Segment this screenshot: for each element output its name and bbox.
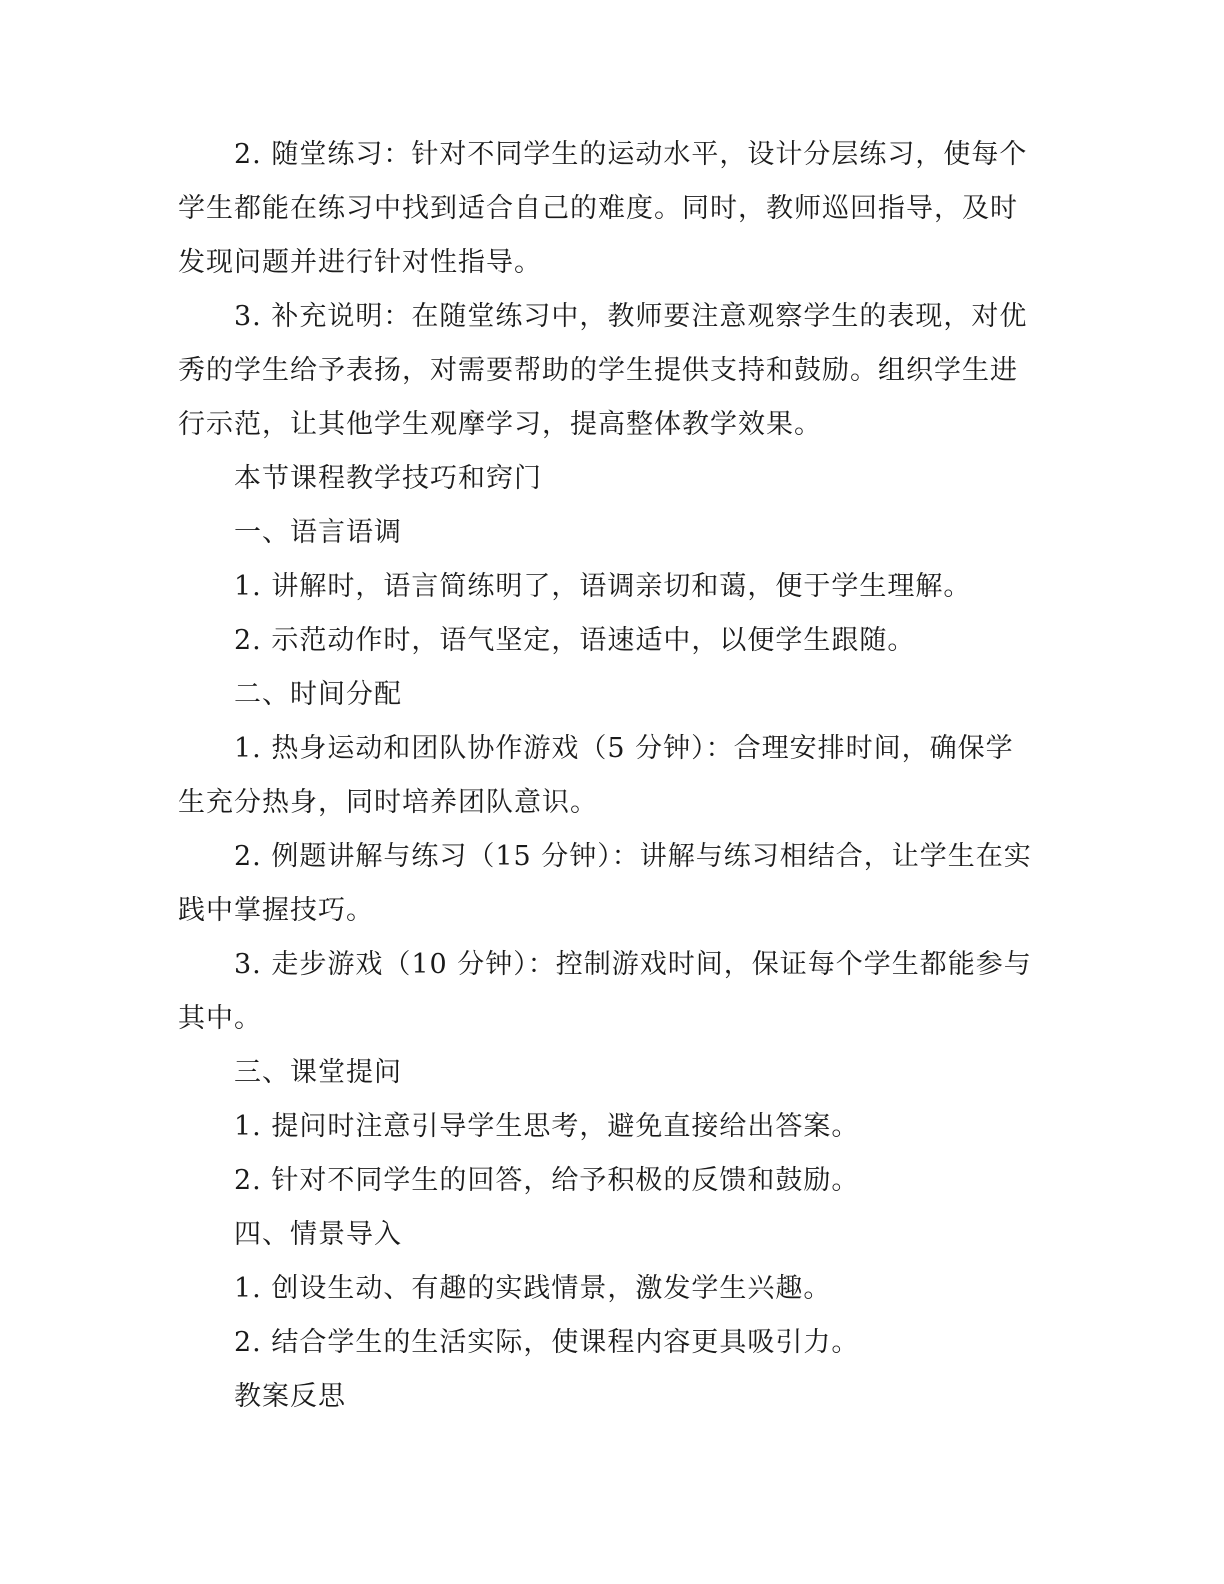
section-heading-tips: 本节课程教学技巧和窍门: [234, 463, 542, 494]
subheading-questions: 三、课堂提问: [234, 1057, 402, 1088]
list-item-questions-2: 2. 针对不同学生的回答，给予积极的反馈和鼓励。: [234, 1165, 860, 1196]
list-item-scenario-1: 1. 创设生动、有趣的实践情景，激发学生兴趣。: [234, 1273, 832, 1304]
list-item-language-2: 2. 示范动作时，语气坚定，语速适中，以便学生跟随。: [234, 625, 916, 656]
subheading-scenario: 四、情景导入: [234, 1219, 402, 1250]
subheading-time: 二、时间分配: [234, 679, 402, 710]
list-item-language-1: 1. 讲解时，语言简练明了，语调亲切和蔼，便于学生理解。: [234, 571, 972, 602]
paragraph-supplement: 3. 补充说明：在随堂练习中，教师要注意观察学生的表现，对优秀的学生给予表扬，对需要帮助的学生提供支持和鼓励。组织学生进行示范，让其他学生观摩学习，提高整体教学效果。: [178, 301, 1028, 440]
document-body: [178, 128, 1034, 1424]
list-item-questions-1: 1. 提问时注意引导学生思考，避免直接给出答案。: [234, 1111, 860, 1142]
list-item-time-2: 2. 例题讲解与练习（15 分钟）：讲解与练习相结合，让学生在实践中掌握技巧。: [178, 841, 1032, 926]
list-item-time-1: 1. 热身运动和团队协作游戏（5 分钟）：合理安排时间，确保学生充分热身，同时培养团队意识。: [178, 733, 1014, 818]
paragraph-practice: 2. 随堂练习：针对不同学生的运动水平，设计分层练习，使每个学生都能在练习中找到适合自己的难度。同时，教师巡回指导，及时发现问题并进行针对性指导。: [178, 139, 1028, 278]
list-item-scenario-2: 2. 结合学生的生活实际，使课程内容更具吸引力。: [234, 1327, 860, 1358]
section-heading-reflection: 教案反思: [234, 1381, 346, 1412]
subheading-language: 一、语言语调: [234, 517, 402, 548]
list-item-time-3: 3. 走步游戏（10 分钟）：控制游戏时间，保证每个学生都能参与其中。: [178, 949, 1032, 1034]
